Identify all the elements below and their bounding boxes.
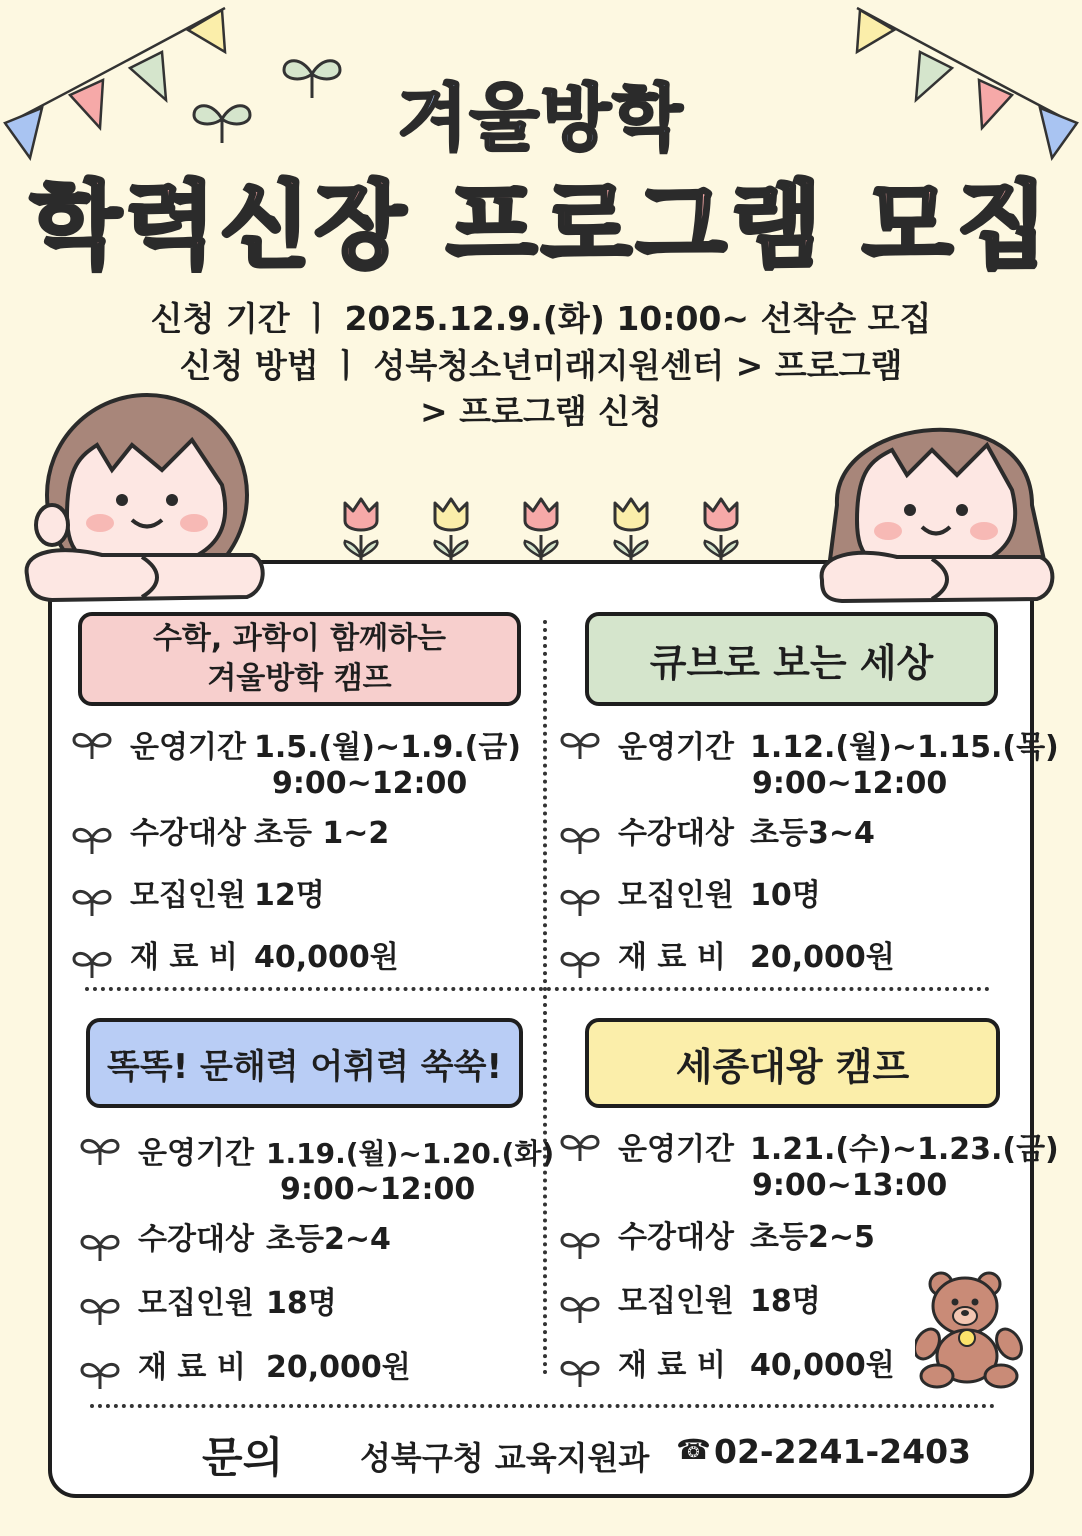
detail-row [80, 1172, 540, 1214]
detail-row [560, 808, 1030, 870]
tulip-row [335, 495, 755, 565]
sprout-icon [560, 729, 600, 759]
tulip-icon [345, 499, 378, 563]
detail-row [72, 722, 532, 766]
label-fee: 재 료 비 [618, 940, 726, 975]
detail-row [72, 808, 532, 870]
sprout-icon [72, 824, 112, 854]
value-capacity: 18명 [266, 1286, 337, 1321]
value-period: 1.21.(수)~1.23.(금) [750, 1132, 1059, 1167]
detail-row [80, 1278, 540, 1342]
detail-row [72, 870, 532, 932]
sprout-icon [80, 1359, 120, 1389]
detail-row [80, 1342, 540, 1406]
value-period: 1.12.(월)~1.15.(목) [750, 730, 1059, 765]
detail-row [80, 1214, 540, 1278]
apply-method-cont: > 프로그램 신청 [420, 392, 662, 431]
contact-label: 문의 [202, 1433, 284, 1482]
detail-row [560, 1168, 1030, 1212]
detail-row [560, 1124, 1059, 1168]
detail-row [560, 722, 1059, 766]
value-time: 9:00~12:00 [272, 766, 468, 801]
contact-phone[interactable]: 02-2241-2403 [714, 1432, 972, 1471]
sprout-icon [560, 1293, 600, 1323]
program-details [80, 1128, 555, 1406]
sprout-icon [560, 948, 600, 978]
value-time: 9:00~13:00 [752, 1168, 948, 1203]
girl-illustration [812, 375, 1062, 610]
vertical-divider [543, 620, 547, 1375]
label-target: 수강대상 [138, 1222, 254, 1257]
label-period: 운영기간 [618, 1132, 734, 1167]
label-capacity: 모집인원 [138, 1286, 254, 1321]
program-title-box [78, 612, 521, 706]
program-details [560, 722, 1059, 994]
teddy-bear-illustration [915, 1270, 1025, 1390]
detail-row [560, 932, 1030, 994]
value-fee: 20,000원 [750, 940, 895, 975]
label-capacity: 모집인원 [618, 1284, 734, 1319]
program-title-box [585, 1018, 1000, 1108]
phone-icon: ☎ [676, 1433, 711, 1466]
detail-row [80, 1128, 555, 1172]
value-period: 1.5.(월)~1.9.(금) [254, 730, 522, 765]
label-fee: 재 료 비 [138, 1350, 246, 1385]
value-fee: 20,000원 [266, 1350, 411, 1385]
program-title: 겨울방학 캠프 [207, 661, 392, 696]
label-capacity: 모집인원 [618, 878, 734, 913]
detail-row [560, 766, 1030, 808]
sprout-icon [560, 824, 600, 854]
apply-period: 신청 기간 ㅣ 2025.12.9.(화) 10:00~ 선착순 모집 [150, 299, 932, 338]
detail-row [72, 932, 532, 994]
program-title-box [86, 1018, 523, 1108]
detail-row [560, 1212, 1030, 1276]
sprout-icon [80, 1135, 120, 1165]
value-target: 초등 1~2 [254, 816, 390, 851]
contact-org: 성북구청 교육지원과 [360, 1439, 650, 1477]
sprout-icon [560, 1131, 600, 1161]
detail-row [72, 766, 532, 808]
sprout-icon [560, 1357, 600, 1387]
value-fee: 40,000원 [254, 940, 399, 975]
value-period: 1.19.(월)~1.20.(화) [266, 1137, 555, 1170]
boy-illustration [22, 375, 272, 610]
sprout-icon [72, 729, 112, 759]
label-fee: 재 료 비 [618, 1348, 726, 1383]
page-title: 학력신장 프로그램 모집 [30, 172, 1052, 281]
value-time: 9:00~12:00 [752, 766, 948, 801]
label-period: 운영기간 [130, 730, 246, 765]
program-title: 수학, 과학이 함께하는 [152, 621, 447, 656]
sprout-icon [80, 1295, 120, 1325]
label-fee: 재 료 비 [130, 940, 238, 975]
sprout-icon [80, 1231, 120, 1261]
apply-method: 신청 방법 ㅣ 성북청소년미래지원센터 > 프로그램 [179, 346, 903, 385]
label-period: 운영기간 [138, 1136, 254, 1171]
label-capacity: 모집인원 [130, 878, 246, 913]
sprout-icon [72, 948, 112, 978]
program-title: 똑똑! 문해력 어휘력 쑥쑥! [107, 1046, 502, 1087]
value-fee: 40,000원 [750, 1348, 895, 1383]
value-capacity: 12명 [254, 878, 325, 913]
value-capacity: 10명 [750, 878, 821, 913]
label-target: 수강대상 [618, 816, 734, 851]
program-details [72, 722, 532, 994]
program-title-box [585, 612, 998, 706]
sprout-icon [560, 886, 600, 916]
value-target: 초등2~5 [750, 1220, 875, 1255]
value-target: 초등3~4 [750, 816, 875, 851]
label-target: 수강대상 [618, 1220, 734, 1255]
sprout-icon [72, 886, 112, 916]
value-time: 9:00~12:00 [280, 1172, 476, 1207]
program-title: 세종대왕 캠프 [675, 1044, 910, 1089]
value-target: 초등2~4 [266, 1222, 391, 1257]
detail-row [560, 870, 1030, 932]
value-capacity: 18명 [750, 1284, 821, 1319]
program-title: 큐브로 보는 세상 [649, 640, 934, 685]
label-target: 수강대상 [130, 816, 246, 851]
label-period: 운영기간 [618, 730, 734, 765]
sprout-icon [560, 1229, 600, 1259]
subtitle: 겨울방학 [397, 76, 685, 160]
